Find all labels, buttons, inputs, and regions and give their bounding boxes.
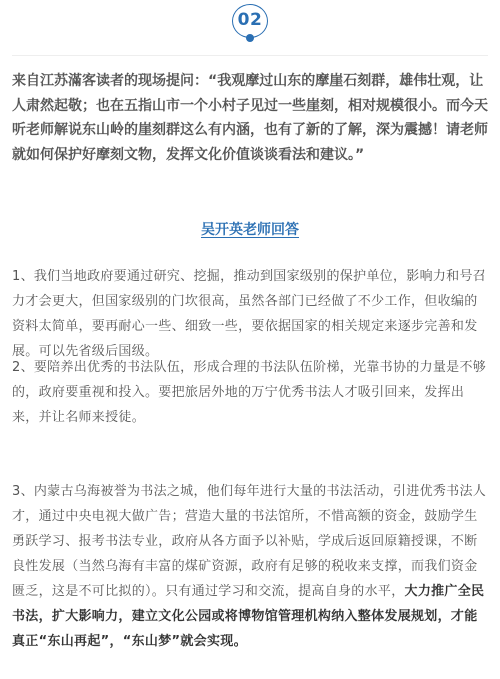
answer-paragraph-3-emphasis: 大力推广全民书法，扩大影响力，建立文化公园或将博物馆管理机构纳入整体发展规划，才能真正“东山再起”，“东山梦”就会实现。 [12, 584, 485, 649]
section-number-badge [0, 4, 500, 46]
answer-paragraph-2: 2、要陪养出优秀的书法队伍，形成合理的书法队伍阶梯，光靠书协的力量是不够的，政府要重视和投入。要把旅居外地的万宁优秀书法人才吸引回来，发挥出来，并让名师来授徒。 [12, 360, 487, 425]
reader-question: 来自江苏滿客读者的现场提问：“我观摩过山东的摩崖石刻群，雄伟壮观，让人肃然起敬；也在五指山市一个小村子见过一些崖刻，相对规模很小。而今天听老师解说东山岭的崖刻群这么有内涵，也有了新的了解，深为震撼！请老师就如何保护好摩刻文物，发挥文化价值谈谈看法和建议。” [12, 73, 488, 163]
answer-paragraph-3 [12, 479, 490, 654]
answer-heading: 吴开英老师回答 [201, 222, 299, 238]
section-number: 02 [232, 4, 268, 38]
badge-dot-icon [246, 34, 254, 42]
answer-paragraph-1: 1、我们当地政府要通过研究、挖掘，推动到国家级别的保护单位，影响力和号召力才会更大，但国家级别的门坎很高，虽然各部门已经做了不少工作，但收编的资料太简单，要再耐心一些、细致一些，要依据国家的相关规定来逐步完善和发展。可以先省级后国级。 [12, 269, 487, 359]
divider [12, 55, 488, 56]
answer-paragraph-3-text: 3、内蒙古乌海被誉为书法之城，他们每年进行大量的书法活动，引进优秀书法人才，通过中央电视大做广告；营造大量的书法馆所，不惜高额的资金，鼓励学生勇跃学习、报考书法专业，政府从各方面予以补贴，学成后返回原籍授课，不断良性发展（当然乌海有丰富的煤矿资源，政府有足够的税收来支撑，而我们资金匮乏，这是不可比拟的）。只有通过学习和交流，提高自身的水平， [12, 484, 487, 599]
